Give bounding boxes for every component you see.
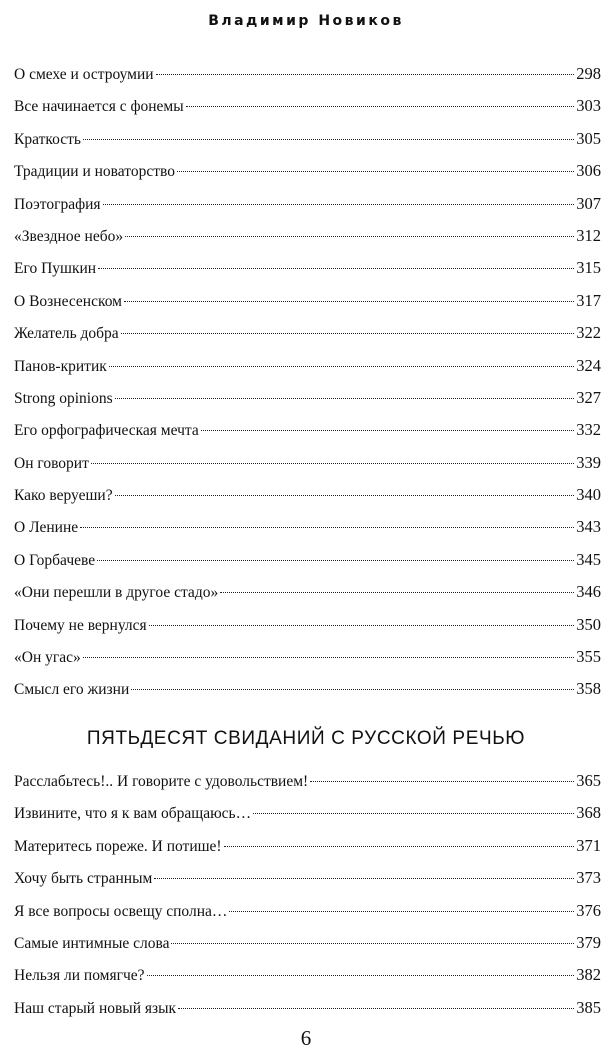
dot-leader bbox=[83, 657, 575, 658]
toc-entry-title: Смысл его жизни bbox=[14, 681, 130, 699]
toc-entry bbox=[14, 382, 601, 414]
toc-entry-title: Он говорит bbox=[14, 454, 89, 472]
dot-leader bbox=[220, 592, 574, 593]
dot-leader bbox=[201, 430, 575, 431]
section-heading: ПЯТЬДЕСЯТ СВИДАНИЙ С РУССКОЙ РЕЧЬЮ bbox=[86, 728, 526, 749]
toc-entry bbox=[14, 641, 601, 673]
toc-entry bbox=[14, 765, 601, 797]
dot-leader bbox=[229, 911, 574, 912]
toc-entry-title: Я все вопросы освещу сполна… bbox=[14, 902, 228, 920]
toc-entry-page: 373 bbox=[576, 868, 601, 888]
toc-entry bbox=[14, 350, 601, 382]
toc-entry-page: 332 bbox=[576, 420, 601, 440]
dot-leader bbox=[103, 204, 575, 205]
toc-entry-page: 340 bbox=[576, 485, 601, 505]
toc-entry bbox=[14, 447, 601, 479]
toc-entry-title: «Он угас» bbox=[14, 649, 81, 667]
toc-entry-title: Хочу быть странным bbox=[14, 870, 153, 888]
running-head: Владимир Новиков bbox=[208, 13, 404, 29]
toc-entry-page: 368 bbox=[576, 803, 601, 823]
toc-entry-page: 358 bbox=[576, 679, 601, 699]
toc-entry-page: 379 bbox=[576, 932, 601, 952]
toc-entry-title: Панов-критик bbox=[14, 357, 107, 375]
dot-leader bbox=[97, 560, 574, 561]
toc-entry bbox=[14, 544, 601, 576]
toc-entry-page: 317 bbox=[576, 290, 601, 310]
dot-leader bbox=[147, 975, 575, 976]
toc-entry bbox=[14, 830, 601, 862]
toc-entry-title: Како веруеши? bbox=[14, 487, 113, 505]
dot-leader bbox=[91, 463, 574, 464]
toc-entry-page: 312 bbox=[576, 225, 601, 245]
toc-entry bbox=[14, 862, 601, 894]
toc-entry-title: Самые интимные слова bbox=[14, 934, 170, 952]
toc-entry-title: Расслабьтесь!.. И говорите с удовольствием! bbox=[14, 773, 309, 790]
toc-entry-page: 376 bbox=[576, 900, 601, 920]
toc-entry-page: 306 bbox=[576, 161, 601, 181]
toc-entry-page: 350 bbox=[576, 614, 601, 634]
toc-entry bbox=[14, 414, 601, 446]
dot-leader bbox=[177, 171, 574, 172]
toc-entry-title: Его орфографическая мечта bbox=[14, 422, 199, 440]
table-of-contents-part-2 bbox=[14, 765, 601, 1024]
toc-entry-title: Все начинается с фонемы bbox=[14, 98, 184, 116]
dot-leader bbox=[149, 625, 575, 626]
dot-leader bbox=[178, 1008, 574, 1009]
toc-entry bbox=[14, 797, 601, 829]
table-of-contents-part-1 bbox=[14, 58, 601, 706]
toc-entry-title: Его Пушкин bbox=[14, 260, 97, 278]
toc-entry bbox=[14, 58, 601, 90]
dot-leader bbox=[115, 398, 575, 399]
toc-entry bbox=[14, 188, 601, 220]
toc-entry-title: Почему не вернулся bbox=[14, 616, 147, 634]
dot-leader bbox=[186, 106, 575, 107]
toc-entry-page: 345 bbox=[576, 549, 601, 569]
toc-entry-page: 307 bbox=[576, 193, 601, 213]
toc-entry bbox=[14, 992, 601, 1024]
dot-leader bbox=[125, 236, 574, 237]
toc-entry bbox=[14, 220, 601, 252]
toc-entry-title: «Они перешли в другое стадо» bbox=[14, 584, 219, 602]
dot-leader bbox=[156, 74, 575, 75]
toc-entry bbox=[14, 252, 601, 284]
toc-entry bbox=[14, 123, 601, 155]
toc-entry-page: 315 bbox=[576, 258, 601, 278]
toc-entry-title: Материтесь пореже. И потише! bbox=[14, 837, 222, 855]
toc-entry-title: Strong opinions bbox=[14, 389, 113, 407]
toc-entry-page: 343 bbox=[576, 517, 601, 537]
toc-entry-title: О Горбачеве bbox=[14, 551, 96, 569]
toc-entry-title: Наш старый новый язык bbox=[14, 999, 177, 1017]
toc-entry bbox=[14, 927, 601, 959]
toc-entry-page: 298 bbox=[576, 64, 601, 83]
dot-leader bbox=[310, 781, 574, 782]
toc-entry-page: 382 bbox=[576, 965, 601, 985]
toc-entry-page: 322 bbox=[576, 323, 601, 343]
toc-entry-page: 305 bbox=[576, 128, 601, 148]
toc-entry-title: О Вознесенском bbox=[14, 292, 122, 310]
toc-entry bbox=[14, 673, 601, 705]
toc-entry-page: 327 bbox=[576, 387, 601, 407]
dot-leader bbox=[154, 878, 574, 879]
dot-leader bbox=[109, 366, 574, 367]
toc-entry-page: 346 bbox=[576, 582, 601, 602]
toc-entry-title: Поэтография bbox=[14, 195, 101, 213]
toc-entry bbox=[14, 317, 601, 349]
page-number: 6 bbox=[300, 1026, 312, 1050]
toc-entry bbox=[14, 959, 601, 991]
toc-entry bbox=[14, 285, 601, 317]
toc-entry-page: 303 bbox=[576, 96, 601, 116]
toc-entry-title: О смехе и остроумии bbox=[14, 66, 154, 83]
toc-entry-title: О Ленине bbox=[14, 519, 79, 537]
toc-entry bbox=[14, 90, 601, 122]
dot-leader bbox=[80, 527, 574, 528]
toc-entry-title: Краткость bbox=[14, 130, 81, 148]
toc-entry-page: 355 bbox=[576, 647, 601, 667]
toc-entry bbox=[14, 895, 601, 927]
dot-leader bbox=[131, 689, 574, 690]
toc-entry-page: 365 bbox=[576, 771, 601, 790]
toc-entry bbox=[14, 576, 601, 608]
dot-leader bbox=[253, 813, 574, 814]
toc-entry bbox=[14, 155, 601, 187]
toc-entry bbox=[14, 479, 601, 511]
toc-entry-page: 339 bbox=[576, 452, 601, 472]
dot-leader bbox=[83, 139, 574, 140]
toc-entry bbox=[14, 511, 601, 543]
toc-entry-page: 385 bbox=[576, 997, 601, 1017]
toc-entry-title: Нельзя ли помягче? bbox=[14, 967, 145, 985]
toc-entry-page: 324 bbox=[576, 355, 601, 375]
dot-leader bbox=[224, 846, 575, 847]
dot-leader bbox=[124, 301, 574, 302]
dot-leader bbox=[171, 943, 574, 944]
dot-leader bbox=[115, 495, 575, 496]
toc-entry-title: «Звездное небо» bbox=[14, 227, 124, 245]
toc-entry-title: Извините, что я к вам обращаюсь… bbox=[14, 805, 252, 823]
toc-entry-page: 371 bbox=[576, 835, 601, 855]
toc-entry-title: Желатель добра bbox=[14, 325, 119, 343]
dot-leader bbox=[98, 268, 574, 269]
dot-leader bbox=[121, 333, 575, 334]
toc-entry-title: Традиции и новаторство bbox=[14, 163, 175, 181]
toc-entry bbox=[14, 609, 601, 641]
